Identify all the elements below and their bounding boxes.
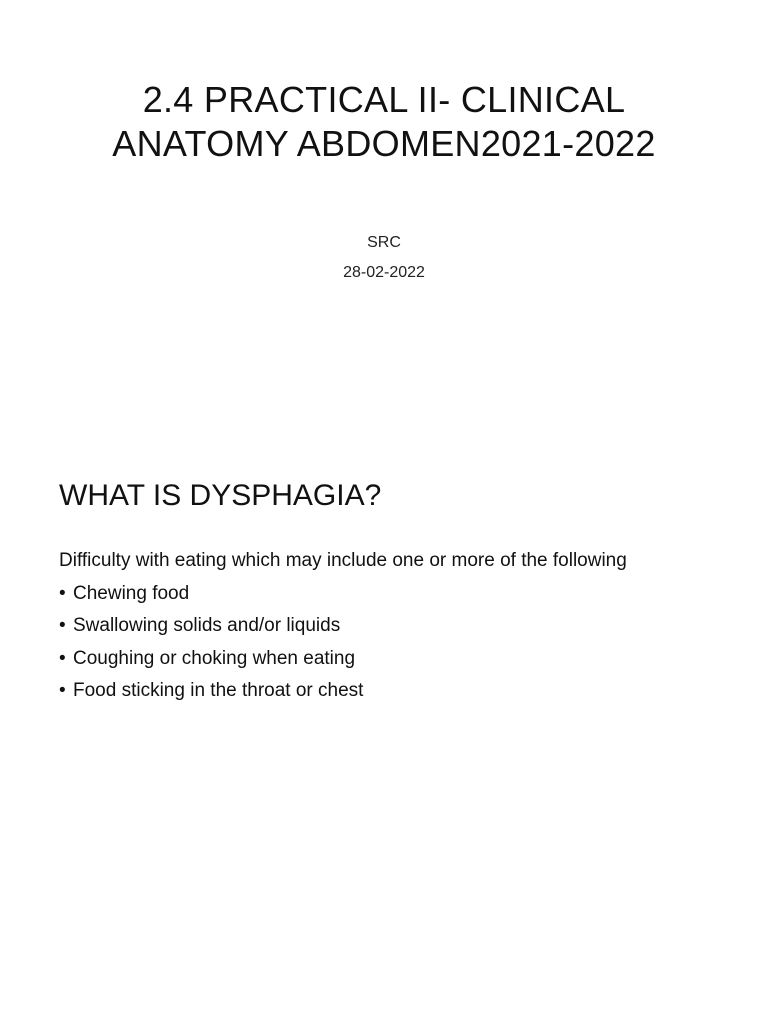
slide-title xyxy=(40,78,728,166)
bullet-text: Swallowing solids and/or liquids xyxy=(73,615,341,636)
bullet-icon: • xyxy=(59,647,66,669)
date-text: 28-02-2022 xyxy=(343,264,425,281)
content-heading: WHAT IS DYSPHAGIA? xyxy=(59,479,382,512)
list-item xyxy=(59,643,728,676)
bullet-text: Chewing food xyxy=(73,582,190,604)
list-item xyxy=(59,578,728,611)
bullet-text: Food sticking in the throat or chest xyxy=(73,680,364,701)
bullet-icon: • xyxy=(59,615,66,636)
slide-title-line-1: 2.4 PRACTICAL II- CLINICAL xyxy=(142,79,626,120)
list-item xyxy=(59,675,728,708)
bullet-list xyxy=(59,578,728,708)
title-slide xyxy=(0,0,768,420)
author-text: SRC xyxy=(367,234,401,251)
intro-text: Difficulty with eating which may include one or more of the following xyxy=(59,550,627,571)
content-slide xyxy=(0,430,768,1024)
bullet-text: Coughing or choking when eating xyxy=(73,647,356,669)
list-item xyxy=(59,610,728,643)
bullet-icon: • xyxy=(59,582,66,604)
content-body xyxy=(59,545,728,708)
slide-subtitle xyxy=(0,228,768,288)
bullet-icon: • xyxy=(59,680,66,701)
slide-title-line-2: ANATOMY ABDOMEN2021-2022 xyxy=(112,123,656,164)
